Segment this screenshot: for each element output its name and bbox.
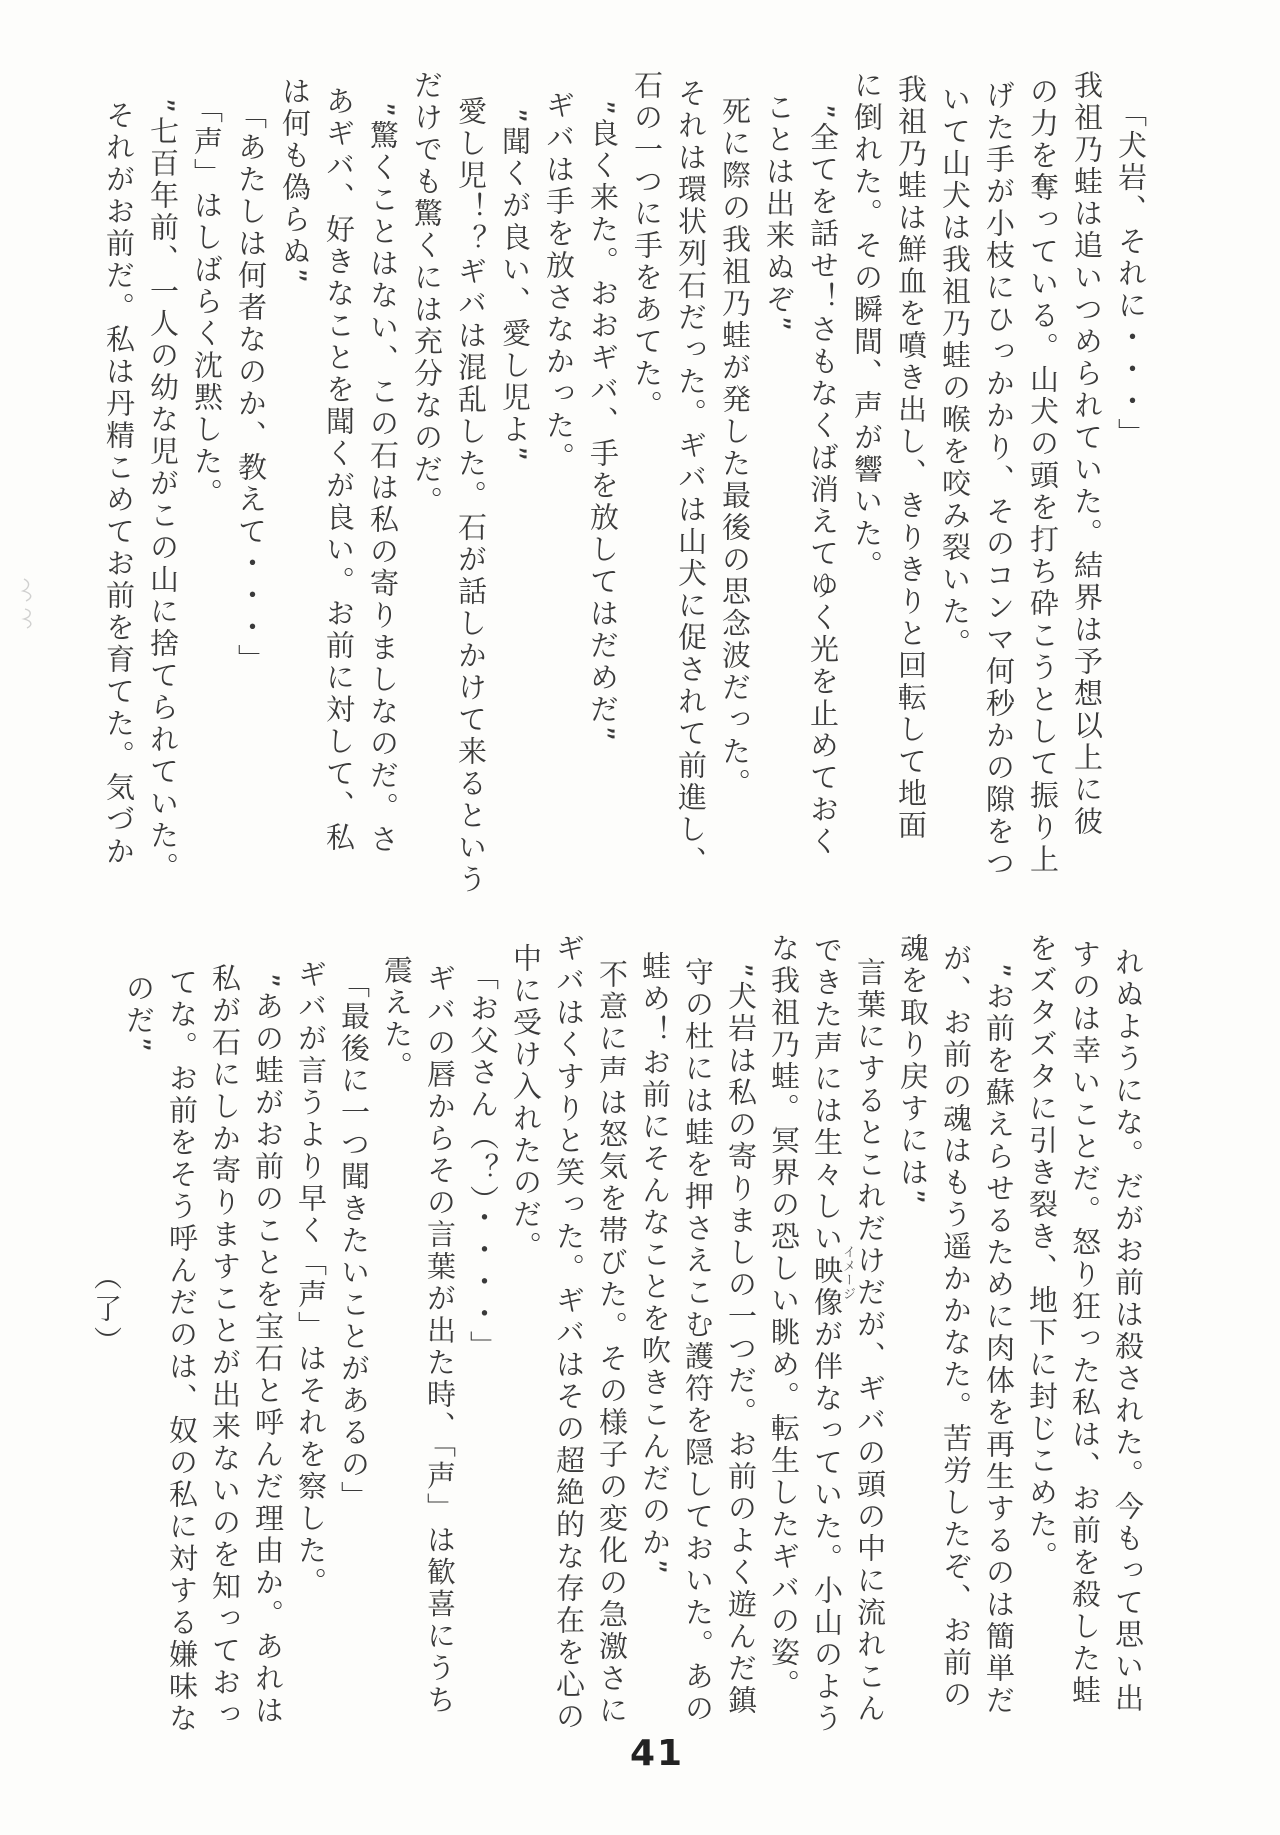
manuscript-column: ”七百年前、一人の幼な児がこの山に捨てられていた。 [146, 98, 180, 885]
manuscript-column: のだ” [122, 973, 156, 1056]
lower-text-block [67, 933, 1145, 1735]
manuscript-column: の力を奪っている。山犬の頭を打ち砕こうとして振り上 [1026, 76, 1060, 876]
manuscript-column: ギバが言うより早く「声」はそれを察した。 [294, 959, 328, 1599]
manuscript-column: 言葉にするとこれだけだが、ギバの頭の中に流れこん [853, 957, 887, 1725]
manuscript-column: それは環状列石だった。ギバは山犬に促されて前進し、 [674, 78, 708, 878]
stray-pencil-mark [18, 575, 44, 631]
manuscript-column: すのは幸いことだ。怒り狂った私は、お前を殺した蛙 [1068, 939, 1102, 1707]
manuscript-column: あギバ、好きなことを聞くが良い。お前に対して、私 [322, 86, 356, 854]
manuscript-column: に倒れた。その瞬間、声が響いた。 [850, 70, 884, 582]
manuscript-column: だけでも驚くには充分なのだ。 [410, 70, 444, 518]
manuscript-column: ”驚くことはない、この石は私の寄りましなのだ。さ [366, 102, 400, 857]
manuscript-column: ”全てを話せ！さもなくば消えてゆく光を止めておく [806, 104, 840, 859]
manuscript-column: ギバの唇からその言葉が出た時、「声」は歓喜にうち [423, 963, 457, 1717]
manuscript-column: れぬようにな。だがお前は殺された。今もって思い出 [1111, 947, 1145, 1715]
manuscript-column: 魂を取り戻すには” [896, 933, 930, 1208]
manuscript-column: 我祖乃蛙は追いつめられていた。結界は予想以上に彼 [1070, 70, 1104, 838]
manuscript-column: 愛し児！？ギバは混乱した。石が話しかけて来るという [454, 96, 488, 896]
manuscript-column: が、お前の魂はもう遥かかなた。苦労したぞ、お前の [939, 943, 973, 1711]
manuscript-column: てな。お前をそう呼んだのは、奴の私に対する嫌味な [165, 967, 199, 1735]
manuscript-column: 「最後に一つ聞きたいことがあるの」 [337, 969, 371, 1513]
manuscript-column: 「お父さん（？）・・・・」 [466, 961, 500, 1363]
manuscript-column: 蛙め！お前にそんなことを吹きこんだのか” [638, 951, 672, 1578]
manuscript-column: 不意に声は怒気を帯びた。その様子の変化の急激さに [595, 959, 629, 1727]
manuscript-column: ”聞くが良い、愛し児よ” [498, 108, 532, 465]
furigana-note: イメージ [840, 1245, 855, 1301]
manuscript-column: 守の杜には蛙を押さえこむ護符を隠しておいた。あの [681, 957, 715, 1725]
story-end-mark: （了） [90, 1262, 123, 1358]
manuscript-column: ”お前を蘇えらせるために肉体を再生するのは簡単だ [982, 963, 1016, 1718]
manuscript-column: 震えた。 [380, 955, 414, 1083]
manuscript-column: 死に際の我祖乃蛙が発した最後の思念波だった。 [718, 96, 752, 800]
manuscript-column: ギバは手を放さなかった。 [542, 90, 576, 474]
manuscript-column: できた声には生々しい映像が伴なっていた。小山のよう イメージ [810, 935, 855, 1735]
manuscript-column: ”良く来た。おおギバ、手を放してはだめだ” [586, 100, 620, 745]
manuscript-column: 「声」はしばらく沈黙した。 [190, 94, 224, 510]
upper-text-block [89, 70, 1148, 896]
manuscript-column: 「犬岩、それに・・・」 [1114, 98, 1148, 450]
manuscript-column: 中に受け入れたのだ。 [509, 943, 543, 1263]
page-number: 41 [629, 1733, 685, 1774]
manuscript-column: 「あたしは何者なのか、教えて・・・」 [234, 100, 268, 676]
manuscript-column: いて山犬は我祖乃蛙の喉を咬み裂いた。 [938, 84, 972, 660]
manuscript-column: 石の一つに手をあてた。 [630, 70, 664, 422]
manuscript-column: ことは出来ぬぞ” [762, 92, 796, 335]
manuscript-column: 私が石にしか寄りますことが出来ないのを知っておっ [208, 963, 242, 1731]
manuscript-column: をズタズタに引き裂き、地下に封じこめた。 [1025, 933, 1059, 1573]
manuscript-column: 我祖乃蛙は鮮血を噴き出し、きりきりと回転して地面 [894, 74, 928, 842]
manuscript-column: ”あの蛙がお前のことを宝石と呼んだ理由か。あれは [251, 973, 285, 1728]
manuscript-column: は何も偽らぬ” [278, 76, 312, 287]
manuscript-column: ギバはくすりと笑った。ギバはその超絶的な存在を心の [552, 933, 586, 1733]
manuscript-column: ”犬岩は私の寄りましの一つだ。お前のよく遊んだ鎮 [724, 963, 758, 1718]
manuscript-column: げた手が小枝にひっかかり、そのコンマ何秒かの隙をつ [982, 80, 1016, 880]
manuscript-column: それがお前だ。私は丹精こめてお前を育てた。気づか [102, 100, 136, 868]
manuscript-column: な我祖乃蛙。冥界の恐しい眺め。転生したギバの姿。 [767, 933, 801, 1701]
